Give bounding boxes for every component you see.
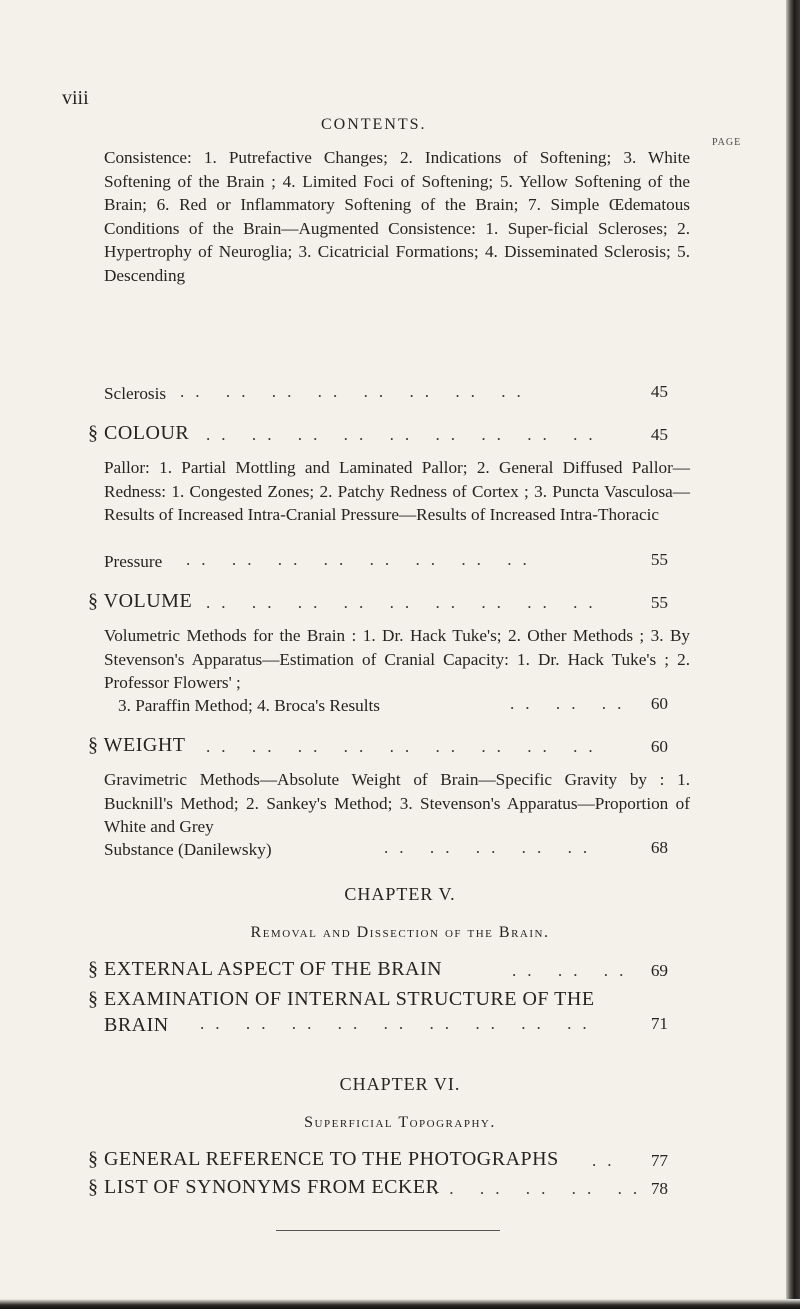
chapter-5-subtitle: Removal and Dissection of the Brain. — [250, 924, 550, 941]
section-photographs: § GENERAL REFERENCE TO THE PHOTOGRAPHS — [88, 1148, 559, 1170]
internal-structure-page: 71 — [650, 1014, 668, 1033]
leader-dots: .. .. .. .. .. .. .. .. — [186, 550, 538, 569]
leader-dots: .. .. .. .. .. .. .. .. .. — [206, 737, 604, 756]
section-external-aspect: § EXTERNAL ASPECT OF THE BRAIN — [88, 958, 443, 980]
leader-dots: .. .. .. .. .. .. .. .. — [180, 382, 532, 401]
leader-dots: .. .. .. .. .. — [434, 1179, 649, 1198]
end-rule — [276, 1230, 500, 1231]
leader-dots: .. .. .. .. .. .. .. .. .. — [206, 593, 604, 612]
leader-dots: .. .. .. .. .. .. .. .. .. — [206, 425, 604, 444]
leader-dots: .. .. .. .. .. — [384, 838, 599, 857]
section-volume: § VOLUME — [88, 590, 193, 612]
running-title: CONTENTS. — [321, 116, 427, 133]
volume-last-line: 3. Paraffin Method; 4. Broca's Results — [118, 696, 380, 715]
consistence-page: 45 — [650, 382, 668, 401]
leader-dots: .. .. .. — [510, 694, 633, 713]
synonyms-page: 78 — [650, 1179, 668, 1198]
page-bottom-edge — [0, 1299, 800, 1309]
leader-dots: .. .. .. — [512, 961, 635, 980]
leader-dots: .. — [592, 1151, 623, 1170]
section-weight: § WEIGHT — [88, 734, 186, 756]
colour-desc-page: 55 — [650, 550, 668, 569]
weight-last-line: Substance (Danilewsky) — [104, 840, 272, 859]
colour-entry: Pallor: 1. Partial Mottling and Laminated Pallor; 2. General Diffused Pallor—Redness: 1. Congested Zones; 2. Patchy Redness of Cortex ; 3. Puncta Vasculosa—Results of Increased Intra-Cranial Pressure—Results of Increased Intra-Thoracic — [104, 458, 690, 525]
section-colour: § COLOUR — [88, 422, 190, 444]
section-internal-structure: § EXAMINATION OF INTERNAL STRUCTURE OF THE — [88, 988, 595, 1010]
page-column-label: PAGE — [712, 137, 742, 148]
colour-page: 45 — [650, 425, 668, 444]
photographs-page: 77 — [650, 1151, 668, 1170]
volume-entry: Volumetric Methods for the Brain : 1. Dr. Hack Tuke's; 2. Other Methods ; 3. By Stevenson's Apparatus—Estimation of Cranial Capacity: 1. Dr. Hack Tuke's ; 2. Professor Flowers' ; — [104, 626, 690, 693]
consistence-entry: Consistence: 1. Putrefactive Changes; 2. Indications of Softening; 3. White Softening of the Brain ; 4. Limited Foci of Softening; 5. Yellow Softening of the Brain; 6. Red or Inflammatory Softening of the Brain; 7. Simple Œdematous Conditions of the Brain—Augmented Consistence: 1. Super-ficial Scleroses; 2. Hypertrophy of Neuroglia; 3. Cicatricial Formations; 4. Disseminated Sclerosis; 5. Descending — [104, 148, 690, 285]
weight-desc-page: 68 — [650, 838, 668, 857]
section-synonyms: § LIST OF SYNONYMS FROM ECKER — [88, 1176, 440, 1198]
external-aspect-page: 69 — [650, 961, 668, 980]
volume-page: 55 — [650, 593, 668, 612]
volume-desc-page: 60 — [650, 694, 668, 713]
weight-page: 60 — [650, 737, 668, 756]
page-number: viii — [62, 87, 89, 109]
chapter-6-subtitle: Superficial Topography. — [304, 1114, 496, 1131]
chapter-6-title: CHAPTER VI. — [339, 1074, 461, 1094]
chapter-5-title: CHAPTER V. — [344, 884, 456, 904]
colour-last-line: Pressure — [104, 552, 163, 571]
section-internal-structure-cont: BRAIN — [104, 1014, 169, 1036]
book-binding-edge — [786, 0, 800, 1309]
consistence-last-line: Sclerosis — [104, 384, 167, 403]
leader-dots: .. .. .. .. .. .. .. .. .. — [200, 1014, 598, 1033]
weight-entry: Gravimetric Methods—Absolute Weight of Brain—Specific Gravity by : 1. Bucknill's Method; 2. Sankey's Method; 3. Stevenson's Apparatus—Proportion of White and Grey — [104, 770, 690, 837]
